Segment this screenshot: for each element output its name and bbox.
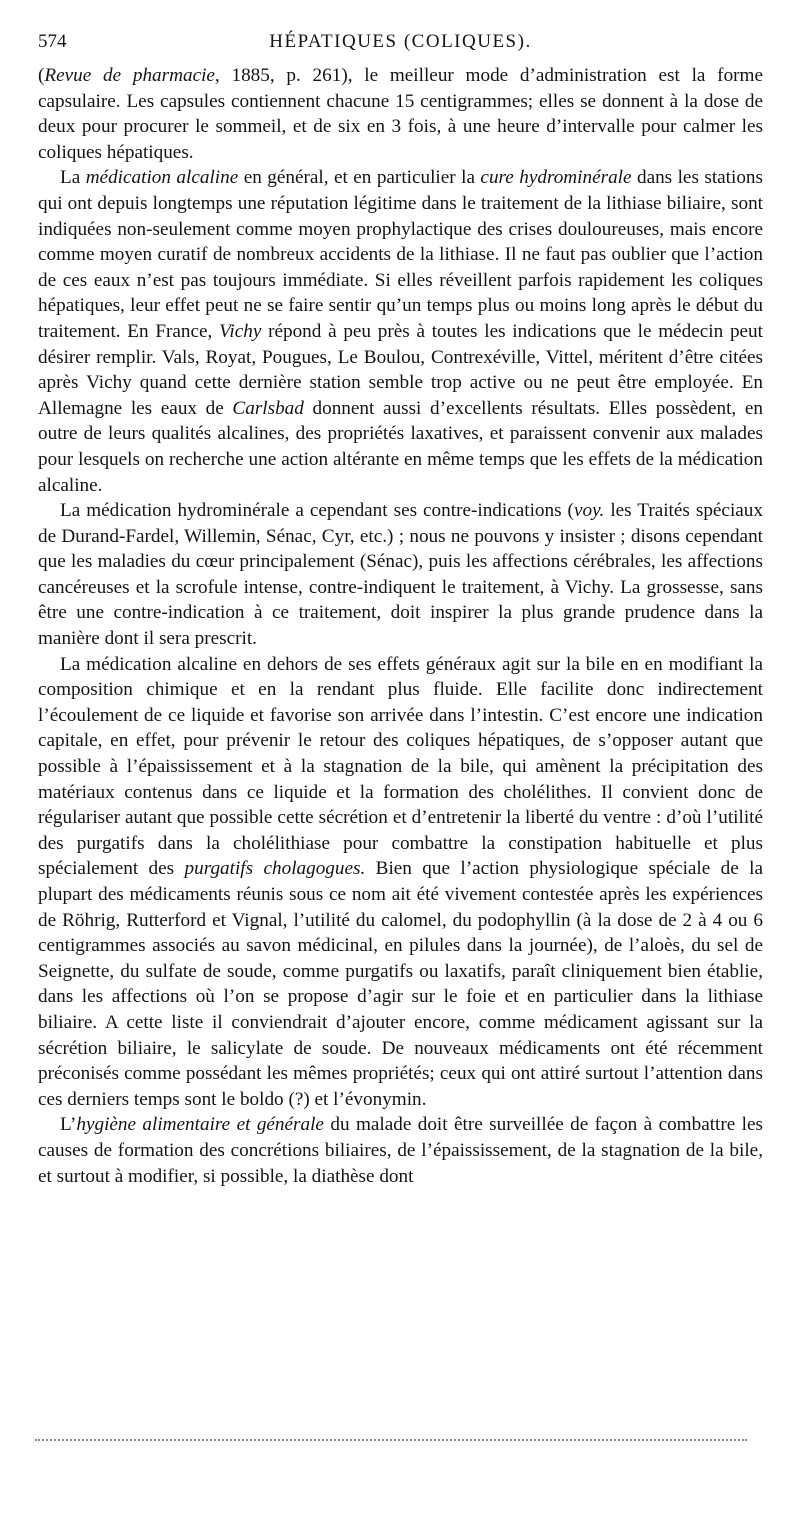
- italic-text: médication alcaline: [85, 167, 239, 189]
- paragraph: [38, 1112, 763, 1189]
- paragraph: [38, 63, 763, 165]
- text-run: les Traités spéciaux de Durand-Fardel, Willemin, Sénac, Cyr, etc.) ; nous ne pouvons y insister ; disons cependant que les maladies du cœur principalement (Sénac), puis les affections cérébrales, les affections cancéreuses et la scrofule intense, contre-indiquent le traitement, à Vichy. La grossesse, sans être une contre-indication à ce traitement, doit inspirer la plus grande prudence dans la manière dont il sera prescrit.: [38, 500, 763, 650]
- italic-text: purgatifs cholagogues.: [184, 858, 366, 880]
- text-run: Bien que l’action physiologique spéciale de la plupart des médicaments réunis sous ce nom ait été vivement contestée après les expériences de Röhrig, Rutterford et Vignal, l’utilité du calomel, du podophyllin (à la dose de 2 à 4 ou 6 centigrammes associés au savon médicinal, en pilules dans la journée), de l’aloès, du sel de Seignette, du sulfate de soude, comme purgatifs ou laxatifs, paraît cliniquement bien établie, dans les affections où l’on se propose d’agir sur le foie et en particulier dans la lithiase biliaire. A cette liste il conviendrait d’ajouter encore, comme médicament agissant sur la sécrétion biliaire, le salicylate de soude. De nouveaux médicaments ont été récemment préconisés comme possédant les mêmes propriétés; ceux qui ont attiré surtout l’attention dans ces derniers temps sont le boldo (?) et l’évonymin.: [38, 858, 763, 1110]
- running-head: [38, 28, 763, 56]
- paragraph: [38, 652, 763, 1113]
- text-run: La: [60, 167, 86, 189]
- text-run: du malade doit être surveillée de façon à combattre les causes de formation des concrétions biliaires, de l’épaississement, de la stagnation de la bile, et surtout à modifier, si possible, la diathèse dont: [38, 1114, 763, 1187]
- text-run: dans les stations qui ont depuis longtemps une réputation légitime dans le traitement de la lithiase biliaire, sont indiquées non-seulement comme moyen prophylactique des crises douloureuses, mais encore comme moyen curatif de nombreux accidents de la lithiase. Il ne faut pas oublier que l’action de ces eaux n’est pas toujours immédiate. Si elles réveillent parfois rapidement les coliques hépatiques, leur effet peut ne se faire sentir qu’un temps plus ou moins long après le début du traitement. En France,: [38, 167, 763, 342]
- page-number: 574: [38, 31, 67, 52]
- footer-dotted-rule: [35, 1439, 747, 1441]
- italic-text: cure hydrominérale: [480, 167, 632, 189]
- paragraph: [38, 498, 763, 652]
- paragraph: [38, 165, 763, 498]
- text-run: L’: [60, 1114, 77, 1136]
- text-run: (: [38, 65, 45, 86]
- text-run: en général, et en particulier la: [238, 167, 481, 189]
- italic-text: voy.: [573, 500, 605, 522]
- text-run: répond à peu près à toutes les indications que le médecin peut désirer remplir. Vals, Royat, Pougues, Le Boulou, Contrexéville, Vittel, méritent d’être citées après Vichy quand cette dernière station semble trop active ou ne peut être employée. En Allemagne les eaux de: [38, 320, 763, 419]
- running-title: HÉPATIQUES (COLIQUES).: [269, 31, 532, 52]
- text-run: 1885, p. 261), le meilleur mode d’administration est la forme capsulaire. Les capsules contiennent chacune 15 centigrammes; elles se donnent à la dose de deux pour procurer le sommeil, et de six en 3 fois, à une heure d’intervalle pour calmer les coliques hépatiques.: [38, 65, 763, 163]
- italic-text: hygiène alimentaire et générale: [76, 1114, 324, 1136]
- text-run: donnent aussi d’excellents résultats. Elles possèdent, en outre de leurs qualités alcalines, des propriétés laxatives, et paraissent convenir aux malades pour lesquels on recherche une action altérante en même temps que les effets de la médication alcaline.: [38, 397, 763, 496]
- text-run: La médication hydrominérale a cependant ses contre-indications (: [60, 500, 574, 522]
- italic-text: Carlsbad: [232, 397, 304, 419]
- text-run: La médication alcaline en dehors de ses effets généraux agit sur la bile en en modifiant la composition chimique et en la rendant plus fluide. Elle facilite donc indirectement l’écoulement de ce liquide et favorise son arrivée dans l’intestin. C’est encore une indication capitale, en effet, pour prévenir le retour des coliques hépatiques, de s’opposer autant que possible à l’épaississement et à la stagnation de la bile, qui amènent la précipitation des matériaux contenus dans ce liquide et la formation des cholélithes. Il convient donc de régulariser autant que possible cette sécrétion et d’entretenir la liberté du ventre : d’où l’utilité des purgatifs dans la cholélithiase pour combattre la constipation habituelle et plus spécialement des: [38, 653, 763, 880]
- italic-text: Revue de pharmacie,: [44, 65, 220, 86]
- italic-text: Vichy: [219, 320, 262, 342]
- body-text: [38, 63, 763, 1189]
